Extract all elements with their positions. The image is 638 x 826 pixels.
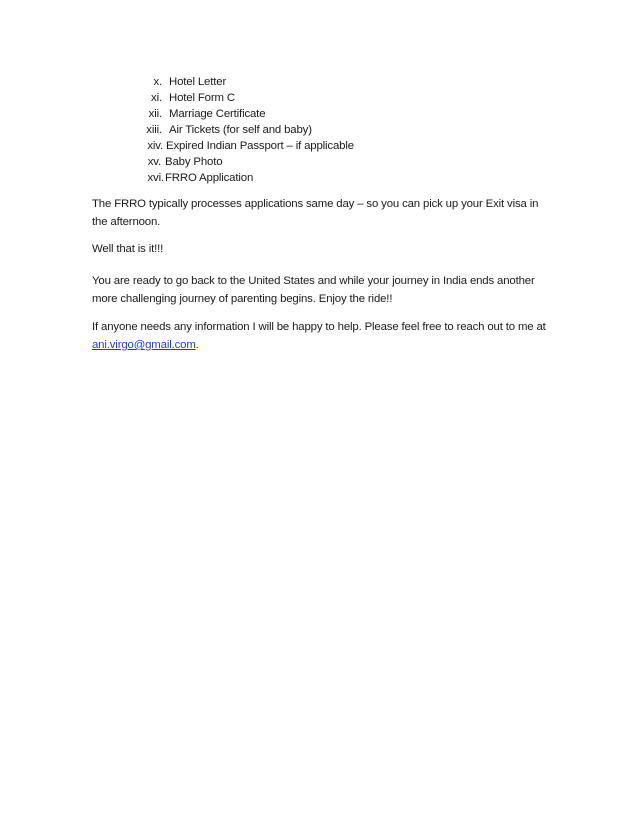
list-item-number: xvi. (147, 172, 164, 184)
list-item-number: xiv. (147, 140, 163, 152)
paragraph-contact (92, 318, 552, 354)
list-item-number: xi. (151, 92, 162, 104)
list-item-text: FRRO Application (165, 172, 254, 184)
contact-text: If anyone needs any information I will be happy to help. Please feel free to reach out to me at (92, 321, 546, 333)
list-item-number: xii. (148, 108, 162, 120)
list-item (0, 170, 638, 186)
paragraph-ready: You are ready to go back to the United States and while your journey in India ends another more challenging journey of parenting begins. Enjoy the ride!! (92, 275, 535, 305)
list-item (0, 106, 638, 122)
list-item-text: Expired Indian Passport – if applicable (166, 140, 354, 152)
list-item-text: Baby Photo (165, 156, 223, 168)
paragraph-frro-processing: The FRRO typically processes applications same day – so you can pick up your Exit visa in the afternoon. (92, 198, 539, 228)
list-item (0, 74, 638, 90)
list-item-number: xv. (147, 156, 161, 168)
contact-suffix: . (195, 339, 199, 351)
list-item-text: Hotel Letter (169, 76, 227, 88)
list-item (0, 138, 638, 154)
list-item (0, 90, 638, 106)
list-item-text: Marriage Certificate (169, 108, 266, 120)
list-item (0, 154, 638, 170)
paragraph-that-is-it: Well that is it!!! (92, 243, 164, 255)
list-item-number: x. (153, 76, 162, 88)
email-link[interactable]: ani.virgo@gmail.com (92, 339, 196, 351)
list-item-text: Air Tickets (for self and baby) (169, 124, 312, 136)
list-item-number: xiii. (146, 124, 162, 136)
list-item-text: Hotel Form C (169, 92, 235, 104)
document-list (0, 74, 638, 186)
list-item (0, 122, 638, 138)
